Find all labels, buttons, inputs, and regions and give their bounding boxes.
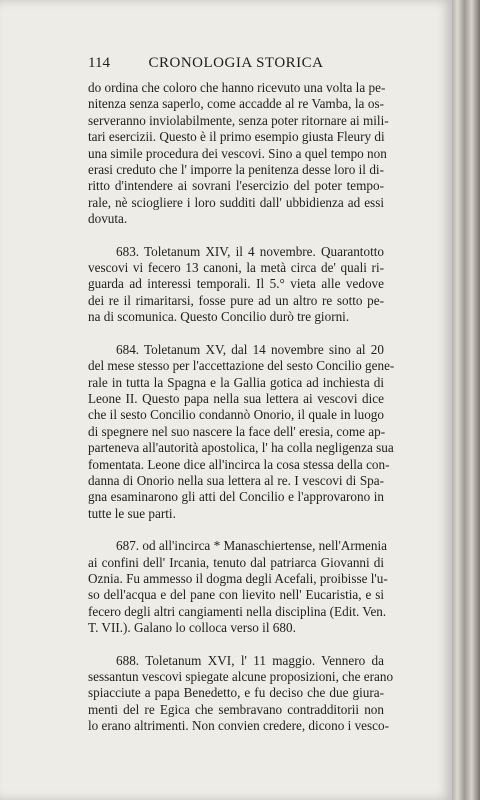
text-line: spiacciute a papa Benedetto, e fu deciso che due giura- bbox=[88, 685, 384, 701]
text-line: Oznia. Fu ammesso il dogma degli Acefali, proibisse l'u- bbox=[88, 570, 388, 586]
paragraph-gap bbox=[88, 522, 384, 538]
text-line: 687. od all'incirca * Manaschiertense, nell'Armenia bbox=[116, 538, 387, 554]
text-line: 683. Toletanum XIV, il 4 novembre. Quarantotto bbox=[116, 243, 384, 259]
text-line: tari esercizii. Questo è il primo esempio giusta Fleury di bbox=[88, 129, 385, 145]
text-line: Leone II. Questo papa nella sua lettera ai vescovi dice bbox=[88, 390, 384, 406]
text-line: fecero degli altri cangiamenti nella disciplina (Edit. Ven. bbox=[88, 603, 387, 619]
text-line: fomentata. Leone dice all'incirca la cosa stessa della con- bbox=[88, 456, 390, 472]
text-line: guarda ad interessi temporali. Il 5.° vieta alle vedove bbox=[88, 276, 384, 292]
text-line: di spegnere nel suo nascere la face dell' eresia, come ap- bbox=[88, 423, 386, 439]
text-line: menti del re Egica che sembravano contradditorii non bbox=[88, 701, 384, 717]
paragraph bbox=[88, 652, 394, 735]
paragraph bbox=[88, 538, 388, 636]
paragraph bbox=[88, 80, 389, 228]
text-line: serveranno inviolabilmente, senza poter ritornare ai mili- bbox=[88, 112, 389, 128]
running-title: CRONOLOGIA STORICA bbox=[148, 55, 324, 71]
text-line: so dell'acqua e del pane con lievito nell' Eucaristia, e si bbox=[88, 587, 384, 603]
text-line: che il sesto Concilio condannò Onorio, il quale in luogo bbox=[88, 407, 384, 423]
text-line: ritto d'intendere ai sovrani l'esercizio del poter tempo- bbox=[88, 178, 384, 194]
text-line: erasi creduto che l' imporre la penitenza desse loro il di- bbox=[88, 162, 384, 178]
text-line: 688. Toletanum XVI, l' 11 maggio. Vennero da bbox=[116, 652, 384, 668]
text-line: ai confini dell' Ircania, tenuto dal patriarca Giovanni di bbox=[88, 554, 384, 570]
text-line: rale in tutta la Spagna e la Gallia gotica ad inchiesta di bbox=[88, 374, 384, 390]
text-line: danna di Onorio nella sua lettera al re. I vescovi di Spa- bbox=[88, 472, 384, 488]
paragraph-gap bbox=[88, 637, 384, 653]
paragraph bbox=[88, 341, 395, 522]
text-line: do ordina che coloro che hanno ricevuto una volta la pe- bbox=[88, 80, 386, 95]
text-line: dovuta. bbox=[88, 211, 128, 227]
text-line: dei re il rimaritarsi, fosse pure ad un altro re sotto pe- bbox=[88, 292, 384, 308]
text-line: del mese stesso per l'accettazione del sesto Concilio gene- bbox=[88, 358, 395, 374]
text-line: nitenza senza saperlo, come accadde al re Vamba, la os- bbox=[88, 96, 384, 112]
paragraph-gap bbox=[88, 326, 384, 342]
text-line: una simile procedura dei vescovi. Sino a quel tempo non bbox=[88, 145, 387, 161]
paragraph bbox=[88, 244, 384, 326]
text-line: gna esaminarono gli atti del Concilio e l'approvarono in bbox=[88, 489, 384, 505]
text-line: 684. Toletanum XV, dal 14 novembre sino al 20 bbox=[116, 341, 384, 357]
text-line: T. VII.). Galano lo colloca verso il 680. bbox=[88, 620, 296, 636]
text-line: sessantun vescovi spiegate alcune proposizioni, che erano bbox=[88, 669, 394, 684]
text-line: na di scomunica. Questo Concilio durò tre giorni. bbox=[88, 309, 350, 325]
paragraph-gap bbox=[88, 228, 384, 244]
page-header bbox=[88, 55, 384, 77]
text-line: vescovi vi fecero 13 canoni, la metà circa de' quali ri- bbox=[88, 260, 384, 276]
text-line: tutte le sue parti. bbox=[88, 505, 176, 521]
text-line: parteneva all'autorità apostolica, l' ha colla negligenza sua bbox=[88, 440, 394, 456]
body-text bbox=[88, 80, 395, 735]
text-line: lo erano altrimenti. Non convien credere, dicono i vesco- bbox=[88, 718, 390, 734]
page-edge bbox=[452, 0, 480, 800]
text-line: rale, nè sciogliere i loro sudditi dall' ubbidienza ad essi bbox=[88, 194, 384, 210]
page-number: 114 bbox=[88, 55, 110, 71]
